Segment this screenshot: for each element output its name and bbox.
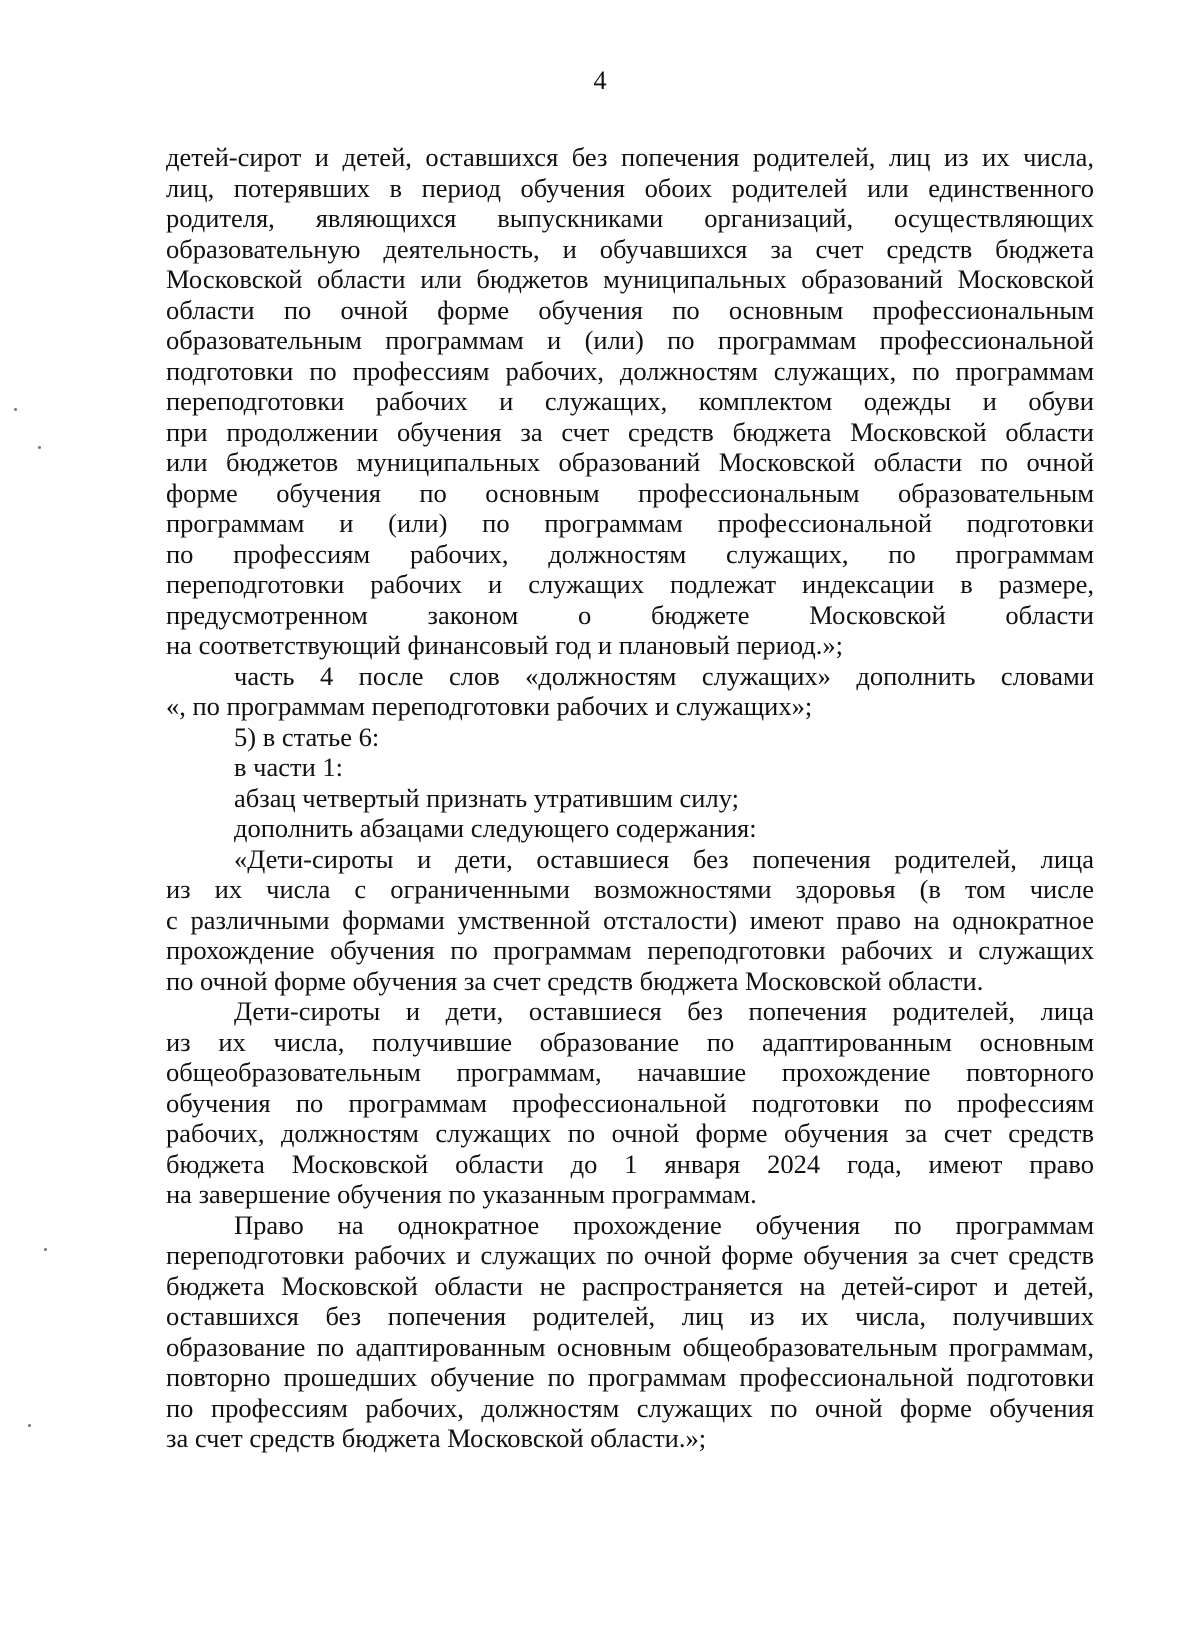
scan-speck bbox=[28, 1424, 31, 1427]
text-line: прохождение обучения по программам переподготовки рабочих и служащих bbox=[166, 935, 1094, 965]
text-line: форме обучения по основным профессиональным образовательным bbox=[166, 477, 1094, 508]
text-line: области по очной форме обучения по основным профессиональным bbox=[166, 294, 1094, 325]
text-line: родителя, являющихся выпускниками организаций, осуществляющих bbox=[166, 203, 1094, 233]
text-line: Право на однократное прохождение обучения по программам bbox=[234, 1209, 1094, 1240]
text-line: переподготовки рабочих и служащих, комплектом одежды и обуви bbox=[166, 386, 1094, 416]
scan-speck bbox=[44, 1248, 47, 1251]
text-line: образовательную деятельность, и обучавшихся за счет средств бюджета bbox=[166, 233, 1094, 264]
page-number: 4 bbox=[593, 66, 607, 95]
text-line: бюджета Московской области не распространяется на детей-сирот и детей, bbox=[166, 1270, 1094, 1301]
text-line: по очной форме обучения за счет средств бюджета Московской области. bbox=[166, 965, 984, 996]
text-line: бюджета Московской области до 1 января 2024 года, имеют право bbox=[166, 1148, 1094, 1179]
text-line: переподготовки рабочих и служащих по очной форме обучения за счет средств bbox=[166, 1240, 1094, 1270]
text-line: подготовки по профессиям рабочих, должностям служащих, по программам bbox=[166, 355, 1094, 386]
text-line: переподготовки рабочих и служащих подлежат индексации в размере, bbox=[166, 569, 1094, 599]
text-line: на завершение обучения по указанным программам. bbox=[166, 1179, 757, 1209]
document-body bbox=[166, 142, 1094, 1454]
text-line: часть 4 после слов «должностям служащих» дополнить словами bbox=[234, 660, 1094, 691]
text-line: с различными формами умственной отсталости) имеют право на однократное bbox=[166, 904, 1094, 935]
text-line: повторно прошедших обучение по программам профессиональной подготовки bbox=[166, 1362, 1094, 1392]
text-line: по профессиям рабочих, должностям служащих по очной форме обучения bbox=[166, 1392, 1094, 1423]
text-line: предусмотренном законом о бюджете Московской области bbox=[166, 599, 1094, 630]
text-line: дополнить абзацами следующего содержания: bbox=[234, 813, 757, 843]
text-line: из их числа, получившие образование по адаптированным основным bbox=[166, 1026, 1094, 1057]
text-line: 5) в статье 6: bbox=[234, 721, 380, 752]
text-line: Дети-сироты и дети, оставшиеся без попечения родителей, лица bbox=[234, 996, 1094, 1026]
text-line: абзац четвертый признать утратившим силу; bbox=[234, 782, 739, 813]
text-line: по профессиям рабочих, должностям служащих, по программам bbox=[166, 538, 1094, 569]
text-line: образование по адаптированным основным общеобразовательным программам, bbox=[166, 1331, 1094, 1362]
text-line: программам и (или) по программам профессиональной подготовки bbox=[166, 508, 1094, 538]
text-line: из их числа с ограниченными возможностями здоровья (в том числе bbox=[166, 874, 1094, 904]
scan-speck bbox=[14, 408, 17, 411]
text-line: или бюджетов муниципальных образований Московской области по очной bbox=[166, 447, 1094, 477]
text-line: лиц, потерявших в период обучения обоих родителей или единственного bbox=[166, 172, 1094, 203]
text-line: общеобразовательным программам, начавшие прохождение повторного bbox=[166, 1057, 1094, 1087]
text-line: образовательным программам и (или) по программам профессиональной bbox=[166, 325, 1094, 355]
text-line: при продолжении обучения за счет средств бюджета Московской области bbox=[166, 416, 1094, 447]
text-line: на соответствующий финансовый год и плановый период.»; bbox=[166, 630, 844, 660]
text-line: за счет средств бюджета Московской области.»; bbox=[166, 1423, 707, 1453]
text-line: оставшихся без попечения родителей, лиц из их числа, получивших bbox=[166, 1301, 1094, 1331]
text-line: Московской области или бюджетов муниципальных образований Московской bbox=[166, 264, 1094, 294]
text-line: обучения по программам профессиональной подготовки по профессиям bbox=[166, 1087, 1094, 1118]
text-line: «Дети-сироты и дети, оставшиеся без попечения родителей, лица bbox=[234, 843, 1094, 874]
text-line: в части 1: bbox=[234, 752, 343, 782]
text-line: рабочих, должностям служащих по очной форме обучения за счет средств bbox=[166, 1118, 1094, 1148]
scan-speck bbox=[38, 446, 41, 449]
text-line: «, по программам переподготовки рабочих и служащих»; bbox=[166, 691, 813, 721]
text-line: детей-сирот и детей, оставшихся без попечения родителей, лиц из их числа, bbox=[166, 142, 1094, 172]
